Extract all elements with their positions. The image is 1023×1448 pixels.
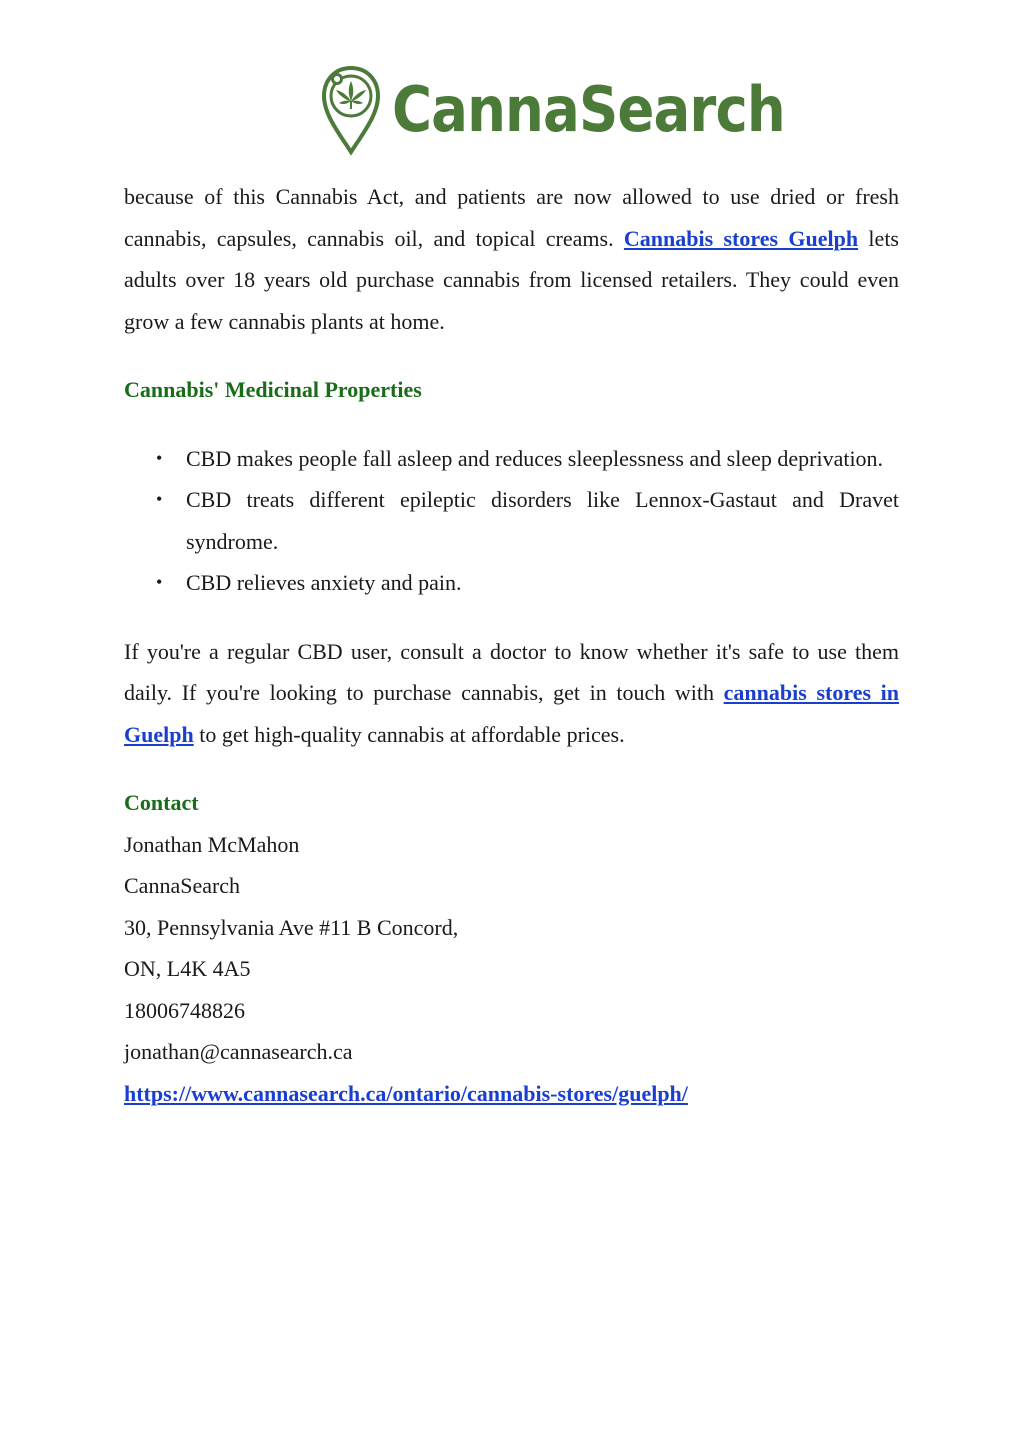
list-item [124, 562, 899, 604]
logo-wordmark: CannaSearch [392, 73, 785, 146]
list-item [124, 438, 899, 480]
medicinal-properties-list [124, 438, 899, 604]
cannabis-leaf-pin-icon [320, 64, 382, 156]
contact-name: Jonathan McMahon [124, 831, 300, 857]
cannabis-stores-guelph-link[interactable]: Cannabis stores Guelph [623, 225, 859, 251]
bullet-icon: • [156, 489, 163, 509]
document-body [124, 176, 899, 1114]
bullet-icon: • [156, 572, 163, 592]
intro-paragraph [124, 176, 899, 342]
contact-company: CannaSearch [124, 873, 241, 898]
medicinal-properties-heading: Cannabis' Medicinal Properties [124, 377, 422, 402]
contact-email: jonathan@cannasearch.ca [124, 1039, 353, 1064]
brand-logo [320, 64, 838, 156]
contact-address-line1: 30, Pennsylvania Ave #11 B Concord, [124, 914, 459, 940]
contact-url-line [124, 1073, 899, 1115]
list-item [124, 479, 899, 562]
bullet-icon: • [156, 447, 163, 468]
closing-paragraph [124, 631, 899, 756]
list-item-text: CBD relieves anxiety and pain. [186, 570, 462, 595]
contact-url-link[interactable]: https://www.cannasearch.ca/ontario/cannabis-stores/guelph/ [124, 1080, 688, 1106]
cannabis-stores-in-guelph-link[interactable]: cannabis stores in Guelph [124, 680, 900, 747]
contact-heading: Contact [124, 790, 199, 815]
closing-text-before: If you're a regular CBD user, consult a doctor to know whether it's safe to use them daily. If you're looking to purchase cannabis, get in touch with [124, 638, 899, 705]
contact-address-line2: ON, L4K 4A5 [124, 956, 251, 981]
list-item-text: CBD makes people fall asleep and reduces sleeplessness and sleep deprivation. [186, 445, 884, 471]
contact-phone: 18006748826 [124, 997, 245, 1023]
list-item-text: CBD treats different epileptic disorders like Lennox-Gastaut and Dravet syndrome. [186, 487, 899, 554]
intro-text-after: lets adults over 18 years old purchase cannabis from licensed retailers. They could even grow a few cannabis plants at home. [124, 225, 899, 334]
closing-text-after: to get high-quality cannabis at affordable prices. [193, 721, 625, 747]
intro-text-before: because of this Cannabis Act, and patients are now allowed to use dried or fresh cannabis, capsules, cannabis oil, and topical creams. [124, 184, 899, 251]
